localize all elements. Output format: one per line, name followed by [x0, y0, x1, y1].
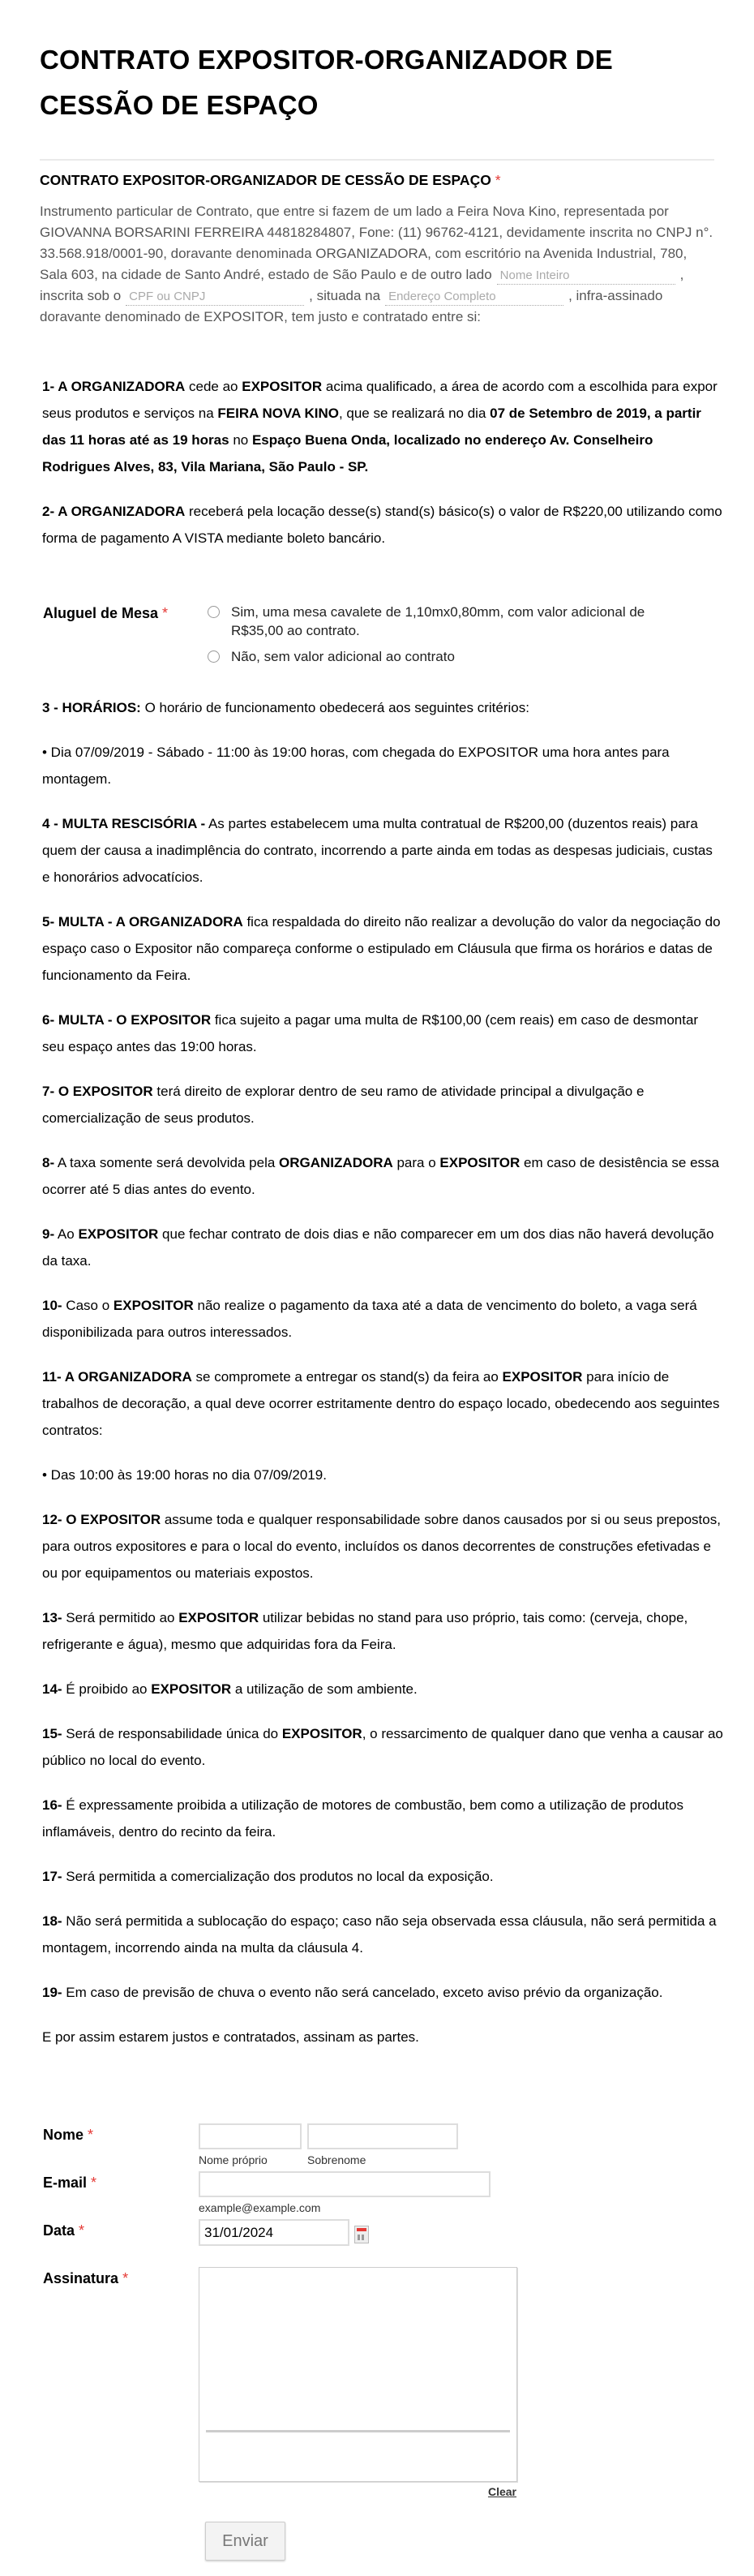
clause-bold-text: 15-: [42, 1726, 62, 1741]
clause-text: O horário de funcionamento obedecerá aos seguintes critérios:: [140, 700, 529, 715]
clause-bold-text: EXPOSITOR: [178, 1610, 259, 1625]
clause-bold-text: 6- MULTA - O EXPOSITOR: [42, 1012, 212, 1028]
clause-bold-text: 2- A ORGANIZADORA: [42, 504, 186, 519]
radio-button[interactable]: [208, 650, 220, 663]
clause-paragraph: [42, 1078, 723, 1131]
clause-text: se compromete a entregar os stand(s) da feira ao: [191, 1369, 503, 1385]
clause-paragraph: [42, 1149, 723, 1203]
required-mark: *: [495, 172, 501, 188]
required-mark: *: [79, 2222, 85, 2239]
clause-bold-text: 5- MULTA - A ORGANIZADORA: [42, 914, 243, 930]
clause-bold-text: EXPOSITOR: [502, 1369, 583, 1385]
clause-paragraph: [42, 694, 723, 721]
clause-text: para início de trabalhos de decoração, a qual deve ocorrer estritamente dentro do espaço locado, obedecendo aos seguintes contratos:: [42, 1369, 720, 1438]
clause-text: Será de responsabilidade única do: [62, 1726, 282, 1741]
section-title: [40, 172, 501, 189]
clause-text: fica sujeito a pagar uma multa de R$100,00 (cem reais) em caso de desmontar seu espaço antes das 19:00 horas.: [42, 1012, 699, 1054]
page-title: CONTRATO EXPOSITOR-ORGANIZADOR DE CESSÃO DE ESPAÇO: [40, 45, 613, 120]
clause-text: não realize o pagamento da taxa até a data de vencimento do boleto, a vaga será disponibilizada para outros interessados.: [42, 1298, 697, 1340]
required-mark: *: [162, 605, 169, 621]
radio-label: Sim, uma mesa cavalete de 1,10mx0,80mm, com valor adicional de R$35,00 ao contrato.: [231, 604, 645, 638]
clause-bold-text: EXPOSITOR: [78, 1226, 159, 1242]
first-name-input[interactable]: [199, 2123, 302, 2149]
intro-text-3: , situada na: [309, 288, 381, 303]
clause-bold-text: 4 - MULTA RESCISÓRIA -: [42, 816, 206, 831]
clause-paragraph: [42, 1604, 723, 1658]
clause-text: para o: [392, 1155, 440, 1170]
table-rental-label-text: Aluguel de Mesa: [43, 605, 159, 621]
clause-text: a utilização de som ambiente.: [231, 1681, 418, 1697]
submit-button[interactable]: Enviar: [205, 2522, 285, 2561]
divider: [40, 159, 714, 161]
radio-label: Não, sem valor adicional ao contrato: [231, 649, 455, 664]
clause-text: A taxa somente será devolvida pela: [54, 1155, 280, 1170]
clause-bold-text: FEIRA NOVA KINO: [217, 406, 339, 421]
clause-text: assume toda e qualquer responsabilidade sobre danos causados por si ou seus prepostos, para outros expositores e para o local do evento, incluídos os danos decorrentes de construções efetivadas e ou por equipamentos ou materiais expostos.: [42, 1512, 721, 1581]
clause-paragraph: [42, 1792, 723, 1845]
clause-bold-text: 8-: [42, 1155, 55, 1170]
clause-paragraph: [42, 739, 723, 792]
clause-paragraph: [42, 1363, 723, 1444]
clause-bold-text: 19-: [42, 1985, 62, 2000]
clause-text: em caso de desistência se essa ocorrer até 5 dias antes do evento.: [42, 1155, 719, 1197]
clause-paragraph: [42, 373, 723, 480]
clause-text: Ao: [54, 1226, 79, 1242]
clause-text: que fechar contrato de dois dias e não comparecer em um dos dias não haverá devolução da taxa.: [42, 1226, 714, 1269]
clause-text: Não será permitida a sublocação do espaço; caso não seja observada essa cláusula, não será permitida a montagem, incorrendo ainda na multa da cláusula 4.: [42, 1913, 717, 1956]
clause-text: , que se realizará no dia: [338, 406, 491, 421]
last-name-input[interactable]: [307, 2123, 458, 2149]
required-mark: *: [88, 2127, 94, 2143]
signature-label: [43, 2270, 128, 2287]
clause-bold-text: 7- O EXPOSITOR: [42, 1084, 153, 1099]
clause-text: As partes estabelecem uma multa contratual de R$200,00 (duzentos reais) para quem der causa a inadimplência do contrato, incorrendo a parte ainda em todas as despesas judiciais, custas e honorários advocatícios.: [42, 816, 713, 885]
clause-text: , o ressarcimento de qualquer dano que venha a causar ao público no local do evento.: [42, 1726, 723, 1768]
clause-bold-text: 1- A ORGANIZADORA: [42, 379, 186, 394]
date-label: [43, 2222, 84, 2239]
clear-signature-link[interactable]: Clear: [487, 2485, 516, 2498]
section-title-text: CONTRATO EXPOSITOR-ORGANIZADOR DE CESSÃO DE ESPAÇO: [40, 172, 491, 188]
intro-text-2: , inscrita sob o: [40, 267, 684, 303]
clause-bold-text: 11- A ORGANIZADORA: [42, 1369, 192, 1385]
clause-paragraph: [42, 1292, 723, 1346]
clause-bold-text: EXPOSITOR: [281, 1726, 362, 1741]
clause-paragraph: [42, 498, 723, 552]
clause-paragraph: [42, 1908, 723, 1961]
name-label: [43, 2127, 93, 2144]
clause-bold-text: 13-: [42, 1610, 62, 1625]
clause-text: E por assim estarem justos e contratados, assinam as partes.: [42, 2029, 419, 2045]
signature-baseline: [206, 2430, 510, 2432]
clause-text: acima qualificado, a área de acordo com a escolhida para expor seus produtos e serviços na: [42, 379, 718, 421]
email-input[interactable]: [199, 2171, 491, 2197]
email-sublabel: example@example.com: [199, 2201, 321, 2214]
clause-bold-text: 10-: [42, 1298, 62, 1313]
clause-bold-text: 12- O EXPOSITOR: [42, 1512, 161, 1527]
clauses-before: [42, 373, 723, 569]
required-mark: *: [91, 2175, 97, 2191]
clause-paragraph: [42, 1676, 723, 1702]
clause-bold-text: EXPOSITOR: [439, 1155, 521, 1170]
clause-paragraph: [42, 810, 723, 891]
signature-label-text: Assinatura: [43, 2270, 119, 2286]
clause-text: É expressamente proibida a utilização de motores de combustão, bem como a utilização de produtos inflamáveis, dentro do recinto da feira.: [42, 1797, 683, 1840]
clause-bold-text: 3 - HORÁRIOS:: [42, 700, 141, 715]
clause-bold-text: EXPOSITOR: [151, 1681, 232, 1697]
clause-text: Em caso de previsão de chuva o evento não será cancelado, exceto aviso prévio da organização.: [62, 1985, 663, 2000]
clause-text: Será permitida a comercialização dos produtos no local da exposição.: [62, 1869, 494, 1884]
clause-bold-text: 07 de Setembro de 2019, a partir das 11 horas até as 19 horas: [42, 406, 701, 448]
clause-bold-text: 18-: [42, 1913, 62, 1929]
table-rental-label: [43, 605, 168, 622]
date-label-text: Data: [43, 2222, 75, 2239]
last-name-sublabel: Sobrenome: [307, 2153, 366, 2166]
radio-option-yes[interactable]: [208, 603, 662, 640]
clause-paragraph: [42, 1462, 723, 1488]
clause-paragraph: [42, 1979, 723, 2006]
clause-text: Caso o: [62, 1298, 114, 1313]
radio-button[interactable]: [208, 606, 220, 618]
clause-bold-text: 16-: [42, 1797, 62, 1813]
clause-text: Será permitido ao: [62, 1610, 179, 1625]
clause-text: receberá pela locação desse(s) stand(s) básico(s) o valor de R$220,00 utilizando como forma de pagamento A VISTA mediante boleto bancário.: [42, 504, 722, 546]
clause-bold-text: Espaço Buena Onda, localizado no endereço Av. Conselheiro Rodrigues Alves, 83, Vila Mariana, São Paulo - SP.: [42, 432, 653, 474]
clause-paragraph: [42, 2024, 723, 2050]
contract-intro: [40, 201, 718, 328]
clause-bold-text: 17-: [42, 1869, 62, 1884]
clause-text: • Dia 07/09/2019 - Sábado - 11:00 às 19:00 horas, com chegada do EXPOSITOR uma hora antes para montagem.: [42, 745, 670, 787]
clause-text: utilizar bebidas no stand para uso próprio, tais como: (cerveja, chope, refrigerante e água), mesmo que adquiridas fora da Feira.: [42, 1610, 688, 1652]
required-mark: *: [122, 2270, 129, 2286]
clause-paragraph: [42, 1720, 723, 1774]
email-label-text: E-mail: [43, 2175, 88, 2191]
clause-bold-text: 9-: [42, 1226, 55, 1242]
intro-text-4: , infra-assinado doravante denominado de EXPOSITOR, tem justo e contratado entre si:: [40, 288, 663, 324]
clause-text: terá direito de explorar dentro de seu ramo de atividade principal a divulgação e comercialização de seus produtos.: [42, 1084, 645, 1126]
clause-text: • Das 10:00 às 19:00 horas no dia 07/09/2019.: [42, 1467, 327, 1483]
clause-text: no: [229, 432, 252, 448]
radio-option-no[interactable]: [208, 647, 662, 666]
email-label: [43, 2175, 96, 2192]
clause-bold-text: EXPOSITOR: [242, 379, 323, 394]
signature-pad[interactable]: [199, 2267, 517, 2482]
full-name-input[interactable]: [497, 268, 675, 285]
address-input[interactable]: [385, 289, 563, 306]
calendar-icon[interactable]: [354, 2226, 369, 2243]
clause-bold-text: ORGANIZADORA: [279, 1155, 393, 1170]
clause-paragraph: [42, 1007, 723, 1060]
name-label-text: Nome: [43, 2127, 84, 2143]
clause-paragraph: [42, 908, 723, 989]
clauses-after: [42, 694, 723, 2068]
clause-text: É proibido ao: [62, 1681, 152, 1697]
clause-bold-text: 14-: [42, 1681, 62, 1697]
clause-text: cede ao: [185, 379, 242, 394]
clause-paragraph: [42, 1863, 723, 1890]
clause-paragraph: [42, 1221, 723, 1274]
clause-bold-text: EXPOSITOR: [113, 1298, 194, 1313]
date-input[interactable]: [199, 2219, 349, 2246]
first-name-sublabel: Nome próprio: [199, 2153, 268, 2166]
cpf-cnpj-input[interactable]: [126, 289, 304, 306]
intro-text-1: Instrumento particular de Contrato, que entre si fazem de um lado a Feira Nova Kino, representada por GIOVANNA BORSARINI FERREIRA 44818284807, Fone: (11) 96762-4121, devidamente inscrita no CNPJ n°. 33.568.918/0001-90, doravante denominada ORGANIZADORA, com escritório na Avenida Industrial, 780, Sala 603, na cidade de Santo André, estado de São Paulo e de outro lado: [40, 204, 713, 282]
clause-paragraph: [42, 1506, 723, 1586]
clause-text: fica respaldada do direito não realizar a devolução do valor da negociação do espaço caso o Expositor não compareça conforme o estipulado em Cláusula que firma os horários e datas de funcionamento da Feira.: [42, 914, 721, 983]
